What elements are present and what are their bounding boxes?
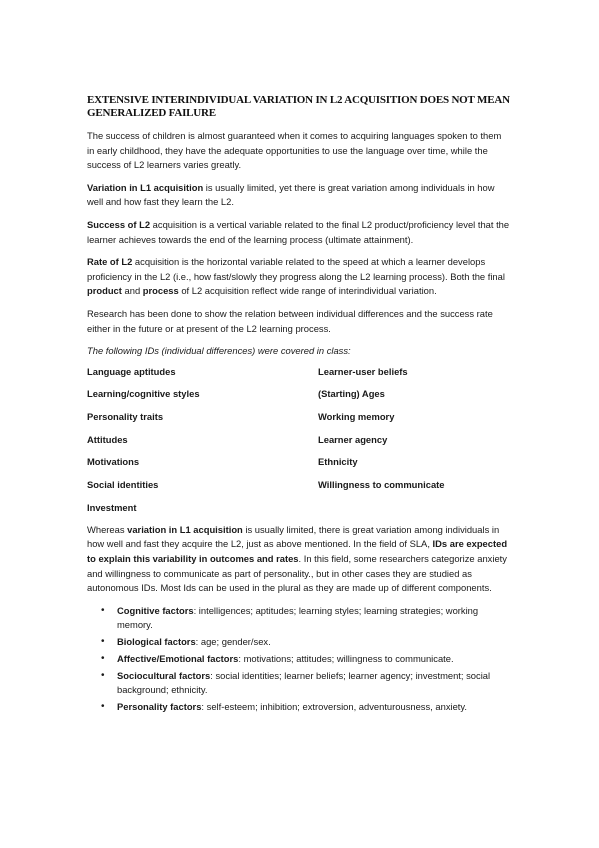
id-item: Learner-user beliefs: [318, 365, 408, 377]
id-item: Motivations: [87, 456, 140, 468]
page-title: EXTENSIVE INTERINDIVIDUAL VARIATION IN L2 ACQUISITION DOES NOT MEAN GENERALIZED FAILURE: [87, 94, 510, 119]
factor-text: : motivations; attitudes; willingness to communicate.: [238, 652, 454, 664]
factor-item-biological: [117, 635, 511, 649]
paragraph-intro: The success of children is almost guaranteed when it comes to acquiring languages spoken to them in early childhood, they have the adequate opportunities to use the language over time, while the success of L2 learners varies greatly.: [87, 130, 502, 171]
id-item: Personality traits: [87, 411, 164, 423]
factor-item-personality: [117, 700, 511, 714]
term-ids-explain: IDs are expected to explain this variability in outcomes and rates: [87, 538, 508, 565]
id-item: Learner agency: [318, 433, 388, 445]
paragraph-l2-rate: [87, 255, 511, 299]
id-item: Learning/cognitive styles: [87, 388, 200, 400]
paragraph-text: of L2 acquisition reflect wide range of interindividual variation.: [178, 285, 437, 297]
term-l2-success: Success of L2: [87, 218, 151, 230]
factor-text: : social identities; learner beliefs; learner agency; investment; social background; ethnicity.: [117, 669, 491, 695]
factor-label: Sociocultural factors: [117, 669, 211, 681]
factor-label: Cognitive factors: [117, 604, 194, 616]
paragraph-text: is usually limited, there is great variation among individuals in how well and fast they acquire the L2, just as above mentioned. In the field of SLA,: [87, 523, 500, 550]
paragraph-text: . In this field, some researchers categorize anxiety and willingness to communicate as part of personality., but in other cases they are studied as autonomous IDs. Most Ids can be used in the plural as they are made up of different components.: [87, 553, 507, 594]
id-item: Ethnicity: [318, 456, 358, 468]
paragraph-text: Whereas: [87, 523, 128, 535]
id-item: Investment: [87, 501, 137, 513]
factor-label: Affective/Emotional factors: [117, 652, 239, 664]
id-item: Working memory: [318, 411, 395, 423]
factor-item-sociocultural: [117, 669, 511, 697]
factors-list: [87, 604, 511, 714]
ids-list: [87, 365, 511, 515]
factor-text: : self-esteem; inhibition; extroversion, adventurousness, anxiety.: [201, 700, 468, 712]
id-item: Willingness to communicate: [318, 479, 445, 491]
factor-item-cognitive: [117, 604, 511, 632]
id-item: Social identities: [87, 479, 159, 491]
paragraph-text: acquisition is a vertical variable related to the final L2 product/proficiency level that the learner achieves towards the end of the learning process (ultimate attainment).: [87, 218, 510, 245]
paragraph-ids-explanation: [87, 523, 511, 596]
factor-text: : intelligences; aptitudes; learning styles; learning strategies; working memory.: [117, 604, 479, 630]
ids-intro: The following IDs (individual differences) were covered in class:: [87, 345, 351, 357]
id-item: (Starting) Ages: [318, 388, 385, 400]
paragraph-text: and: [121, 285, 143, 297]
term-l1-variation: variation in L1 acquisition: [127, 523, 243, 535]
id-item: Language aptitudes: [87, 365, 176, 377]
paragraph-l1-variation: [87, 181, 511, 210]
factor-label: Personality factors: [117, 700, 202, 712]
term-l2-rate: Rate of L2: [87, 256, 133, 268]
paragraph-text: is usually limited, yet there is great variation among individuals in how well and how fast they learn the L2.: [87, 181, 495, 208]
factor-text: : age; gender/sex.: [195, 635, 271, 647]
factor-label: Biological factors: [117, 635, 196, 647]
term-l1-variation: Variation in L1 acquisition: [87, 181, 204, 193]
paragraph-l2-success: [87, 218, 511, 247]
paragraph-text: acquisition is the horizontal variable related to the speed at which a learner develops proficiency in the L2 (i.e., how fast/slowly they progress along the L2 learning process). Both the final: [87, 256, 505, 282]
factor-item-affective: [117, 652, 511, 666]
term-process: process: [142, 285, 179, 297]
id-item: Attitudes: [87, 433, 128, 445]
paragraph-research: Research has been done to show the relation between individual differences and the success rate either in the future or at present of the L2 learning process.: [87, 307, 493, 334]
term-product: product: [87, 285, 122, 297]
